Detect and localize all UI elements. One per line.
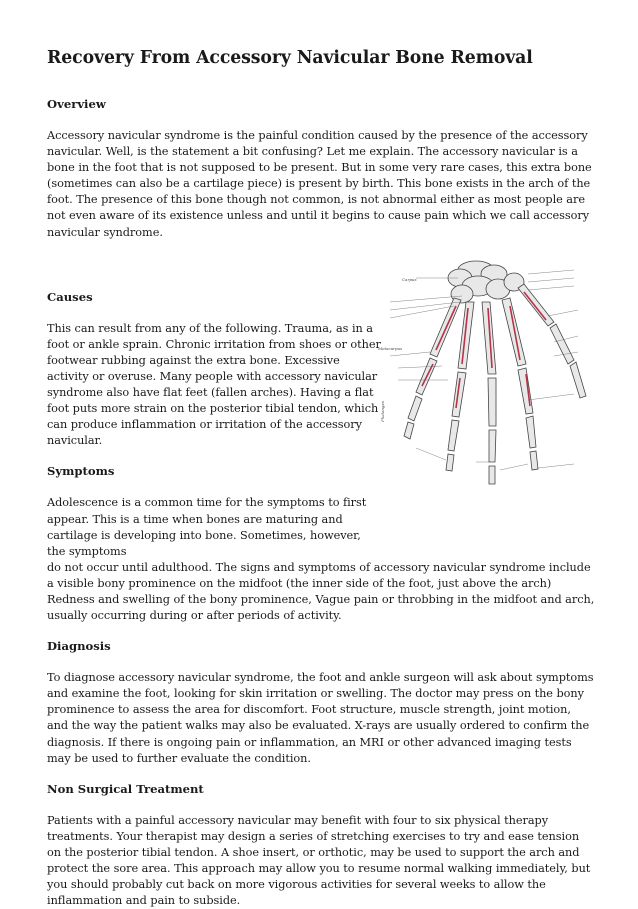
page-title: Recovery From Accessory Navicular Bone Removal bbox=[47, 48, 533, 68]
causes-heading: Causes bbox=[47, 289, 93, 304]
causes-paragraph: This can result from any of the following. Trauma, as in a foot or ankle sprain. Chronic irritation from shoes or other footwear rubbing against the extra bone. Excessive activity or overuse. Many people with accessory navicular syndrome also have flat feet (fallen arches). Having a flat foot puts more strain on the posterior tibial tendon, which can produce inflammation or irritation of the accessory navicular. bbox=[47, 321, 381, 448]
phalanges-label: Phalanges bbox=[380, 401, 385, 422]
carpus-label: Carpus bbox=[402, 277, 417, 282]
metacarpus-label: Metacarpus bbox=[378, 346, 403, 351]
treatment-heading: Non Surgical Treatment bbox=[47, 781, 204, 796]
symptoms-paragraph: do not occur until adulthood. The signs and symptoms of accessory navicular syndrome include a visible bony prominence on the midfoot (the inner side of the foot, just above the arch) Redness and swelling of the bony prominence, Vague pain or throbbing in the midfoot and arch, usually occurring during or after periods of activity. bbox=[47, 560, 595, 623]
diagnosis-paragraph: To diagnose accessory navicular syndrome, the foot and ankle surgeon will ask about symptoms and examine the foot, looking for skin irritation or swelling. The doctor may press on the bony prominence to assess the area for discomfort. Foot structure, muscle strength, joint motion, and the way the patient walks may also be evaluated. X-rays are usually ordered to confirm the diagnosis. If there is ongoing pain or inflammation, an MRI or other advanced imaging tests may be used to further evaluate the condition. bbox=[47, 671, 594, 765]
carpal-bones bbox=[448, 261, 524, 303]
treatment-paragraph: Patients with a painful accessory navicular may benefit with four to six physical therapy treatments. Your therapist may design a series of stretching exercises to try and ease tension on the posterior tibial tendon. A shoe insert, or orthotic, may be used to support the arch and protect the sore area. This approach may allow you to resume normal walking immediately, but you should probably cut back on more vigorous activities for several weeks to allow the inflammation and pain to subside. bbox=[47, 813, 591, 908]
symptoms-heading: Symptoms bbox=[47, 464, 115, 479]
hand-bones-icon bbox=[378, 256, 594, 518]
symptoms-paragraph-wrapped: Adolescence is a common time for the symptoms to first appear. This is a time when bones are maturing and cartilage is developing into bone. Sometimes, however, the symptoms bbox=[47, 496, 367, 558]
hand-bones-anatomy-illustration bbox=[378, 256, 594, 518]
overview-heading: Overview bbox=[47, 97, 106, 111]
label-lines bbox=[390, 270, 578, 470]
diagnosis-heading: Diagnosis bbox=[47, 639, 111, 654]
overview-paragraph: Accessory navicular syndrome is the painful condition caused by the presence of the accessory navicular. Well, is the statement a bit confusing? Let me explain. The accessory navicular is a bone in the foot that is not supposed to be present. But in some very rare cases, this extra bone (sometimes can also be a cartilage piece) is present by birth. This bone exists in the arch of the foot. The presence of this bone though not common, is not abnormal either as most people are not even aware of its existence unless and until it begins to cause pain which we call accessory navicular syndrome. bbox=[47, 129, 592, 239]
